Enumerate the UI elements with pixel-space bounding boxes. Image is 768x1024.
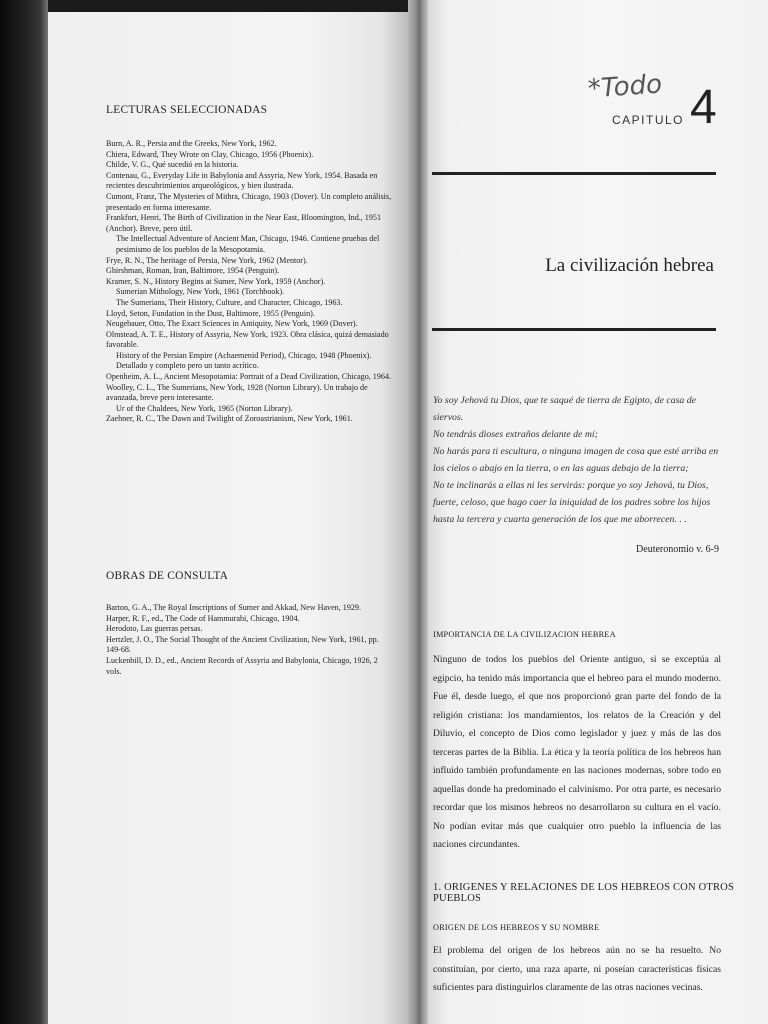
reference-item: Lloyd, Seton, Fundation in the Dust, Baltimore, 1955 (Penguin). [106,308,315,318]
reference-item: Frankfort, Henri, The Birth of Civilization in the Near East, Bloomington, Ind., 1951 (Anchor). Breve, pero útil. [106,213,381,233]
reference-item: Kramer, S. N., History Begins at Sumer, New York, 1959 (Anchor). [106,276,326,286]
chapter-label: CAPITULO [612,113,685,127]
paragraph-text: El problema del origen de los hebreos aún no se ha resuelto. No constituían, por cierto, una raza aparte, ni poseían características físicas suficientes para distinguirlos claramente de las otras naciones vecinas. [433,945,721,993]
obras-list [106,603,394,677]
reference-item: Ghirshman, Roman, Iran, Baltimore, 1954 (Penguin). [106,266,280,276]
lecturas-list [106,139,394,425]
reference-item: Luckenbill, D. D., ed., Ancient Records of Assyria and Babylonia, Chicago, 1926, 2 vols. [106,655,378,676]
epigraph-line: No te inclinarás a ellas ni les servirás: porque yo soy Jehová, tu Dios, fuerte, celoso, que hago caer la iniquidad de los padres sobre los hijos hasta la tercera y cuarta generación de los que me aborrecen. . . [433,480,711,525]
book-binding-edge [0,0,48,1024]
reference-item: Ur of the Chaldees, New York, 1965 (Norton Library). [116,403,293,413]
reference-item: Frye, R. N., The heritage of Persia, New York, 1962 (Mentor). [106,255,308,265]
reference-item: Herodoto, Las guerras persas. [106,624,203,634]
bottom-rule [432,328,716,331]
chapter-title: La civilización hebrea [545,255,714,276]
epigraph-line: No harás para ti escultura, o ninguna imagen de cosa que esté arriba en los cielos o abajo en la tierra, o en las aguas debajo de la tierra; [433,446,719,474]
paragraph-text: Ninguno de todos los pueblos del Oriente antiguo, si se exceptúa al egipcio, ha tenido más importancia que el hebreo para el mundo moderno. Fue él, desde luego, el que nos proporcionó gran parte del fondo de la religión cristiana: los mandamientos, los relatos de la Creación y del Diluvio, el concepto de Dios como legislador y juez y más de las dos terceras partes de la Biblia. La ética y la teoría política de los hebreos han influido también profundamente en las naciones modernas, sobre todo en aquellas donde ha predominado el calvinismo. Por otra parte, es necesario recordar que los mismos hebreos no desarrollaron su cultura en el vacío. No podían evitar más que cualquier otro pueblo la influencia de las naciones circundantes. [433,654,721,850]
reference-item: Olmstead, A. T. E., History of Assyria, New York, 1923. Obra clásica, quizá demasiado favorable. [106,329,389,350]
lecturas-heading: LECTURAS SELECCIONADAS [106,104,268,116]
handwritten-note: *Todo [587,69,663,105]
reference-item: The Sumerians, Their History, Culture, and Character, Chicago, 1963. [116,297,343,307]
reference-item: Woolley, C. L., The Sumerians, New York, 1928 (Norton Library). Un trabajo de avanzada, breve pero interesante. [106,382,368,403]
epigraph-line: Yo soy Jehová tu Dios, que te saqué de tierra de Egipto, de casa de siervos. [433,395,697,423]
origen-heading: ORIGEN DE LOS HEBREOS Y SU NOMBRE [433,923,600,932]
reference-item: Burn, A. R., Persia and the Greeks, New York, 1962. [106,139,277,148]
origen-paragraph [433,942,721,998]
page-gutter [408,0,430,1024]
reference-item: Childe, V. G., Qué sucedió en la historia. [106,160,239,170]
reference-item: The Intellectual Adventure of Ancient Man, Chicago, 1946. Contiene pruebas del pesimismo de los pueblos de la Mesopotamia. [116,234,380,254]
top-rule [432,172,716,175]
reference-item: Cumont, Franz, The Mysteries of Mithra, Chicago, 1903 (Dover). Un completo análisis, presentado en forma interesante. [106,191,392,212]
reference-item: History of the Persian Empire (Achaemenid Period), Chicago, 1948 (Phoenix). Detallado y completo pero un tanto acrítico. [116,350,372,371]
reference-item: Barton, G. A., The Royal Inscriptions of Sumer and Akkad, New Haven, 1929. [106,603,361,612]
reference-item: Chiera, Edward, They Wrote on Clay, Chicago, 1956 (Phoenix). [106,149,314,159]
reference-item: Neugebauer, Otto, The Exact Sciences in Antiquity, New York, 1969 (Dover). [106,319,358,329]
reference-item: Contenau, G., Everyday Life in Babylonia and Assyria, New York, 1954. Basada en recientes descubrimientos arqueológicos, y bien ilustrada. [106,170,378,191]
importancia-heading: IMPORTANCIA DE LA CIVILIZACION HEBREA [433,630,616,639]
section-1-heading: 1. ORIGENES Y RELACIONES DE LOS HEBREOS CON OTROS PUEBLOS [433,882,734,904]
chapter-number: 4 [690,81,717,134]
reference-item: Openheim, A. L., Ancient Mesopotamia: Portrait of a Dead Civilization, Chicago, 1964. [106,372,392,382]
reference-item: Hertzler, J. O., The Social Thought of the Ancient Civilization, New York, 1961, pp. 149-68. [106,634,379,655]
importancia-paragraph [433,651,721,855]
epigraph-line: No tendrás dioses extraños delante de mí; [433,429,598,440]
reference-item: Zaehner, R. C., The Dawn and Twilight of Zoroastrianism, New York, 1961. [106,414,353,424]
epigraph-source: Deuteronomio v. 6-9 [636,544,719,555]
epigraph [433,392,719,528]
reference-item: Harper, R. F., ed., The Code of Hammurabi, Chicago, 1904. [106,613,300,623]
obras-heading: OBRAS DE CONSULTA [106,570,229,582]
reference-item: Sumerian Mithology, New York, 1961 (Torchbook). [116,287,285,297]
